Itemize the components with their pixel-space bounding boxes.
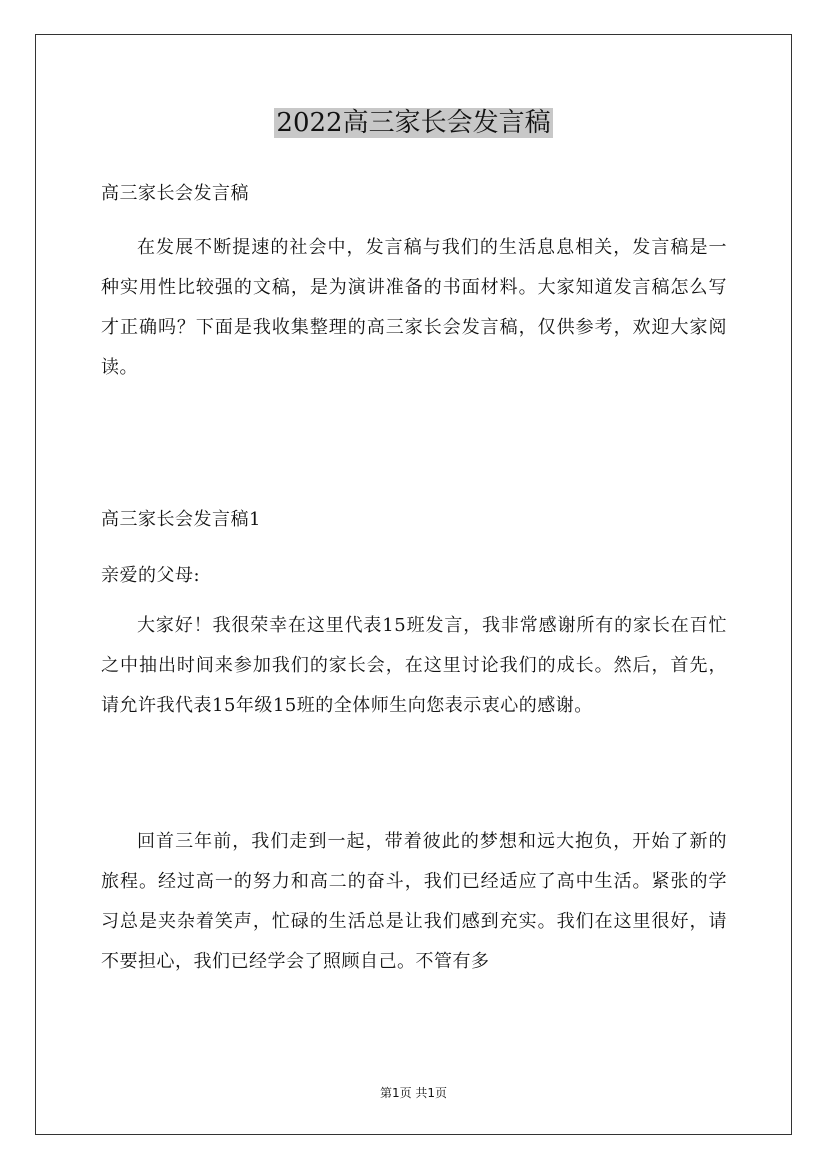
paragraph-2: 回首三年前，我们走到一起，带着彼此的梦想和远大抱负，开始了新的旅程。经过高一的努力和高二的奋斗，我们已经适应了高中生活。紧张的学习总是夹杂着笑声，忙碌的生活总是让我们感到充实。我们在这里很好，请不要担心，我们已经学会了照顾自己。不管有多 — [101, 831, 727, 972]
paragraph-2-block — [101, 822, 727, 982]
section-1-heading: 高三家长会发言稿1 — [101, 509, 261, 530]
document-title-text: 2022高三家长会发言稿 — [276, 108, 551, 138]
paragraph-1-block — [101, 606, 727, 726]
document-title — [0, 104, 827, 142]
intro-heading: 高三家长会发言稿 — [101, 183, 249, 204]
intro-paragraph-block — [101, 228, 727, 388]
page-footer: 第1页 共1页 — [379, 1086, 448, 1100]
paragraph-1: 大家好！我很荣幸在这里代表15班发言，我非常感谢所有的家长在百忙之中抽出时间来参加我们的家长会，在这里讨论我们的成长。然后，首先，请允许我代表15年级15班的全体师生向您表示衷心的感谢。 — [101, 615, 727, 716]
intro-paragraph: 在发展不断提速的社会中，发言稿与我们的生活息息相关，发言稿是一种实用性比较强的文稿，是为演讲准备的书面材料。大家知道发言稿怎么写才正确吗？下面是我收集整理的高三家长会发言稿，仅供参考，欢迎大家阅读。 — [101, 237, 727, 378]
salutation: 亲爱的父母: — [101, 565, 201, 586]
